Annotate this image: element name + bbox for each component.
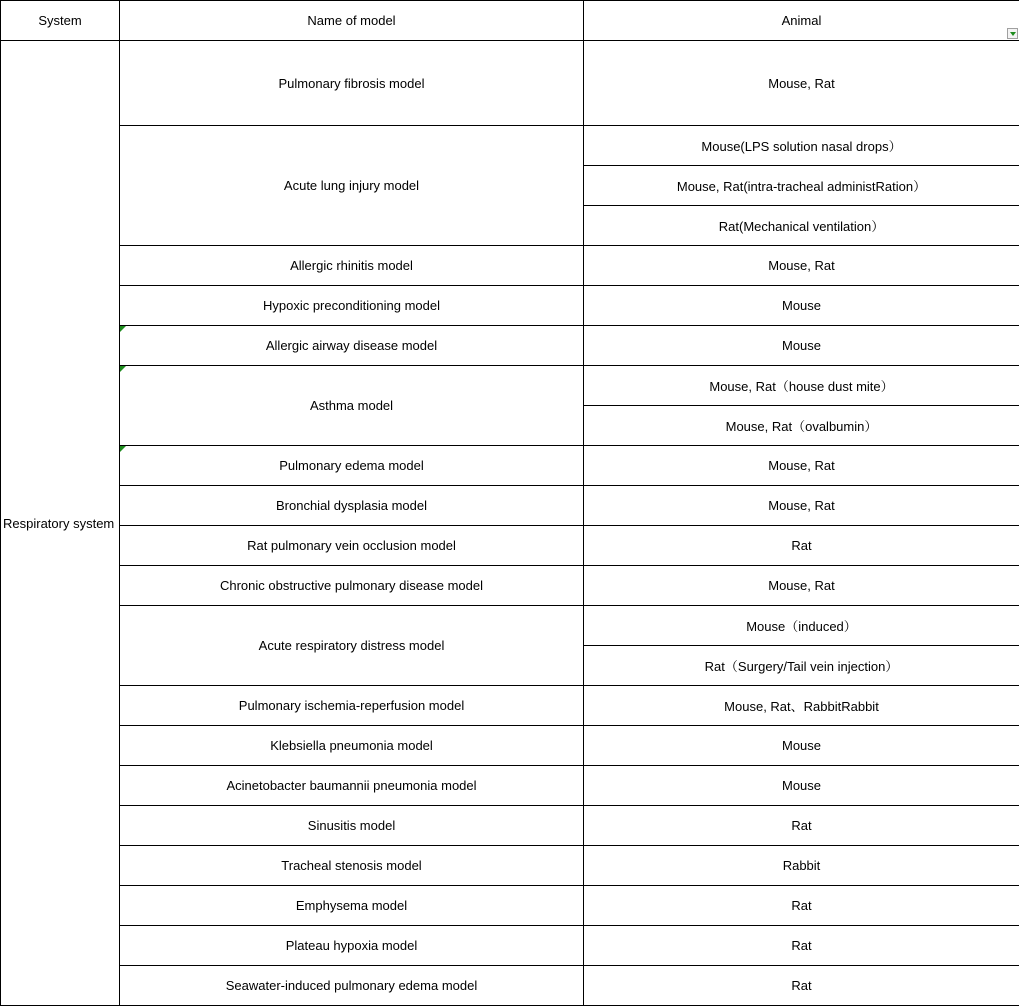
animal-cell[interactable]: Mouse, Rat（house dust mite） bbox=[584, 366, 1019, 406]
animal-cell[interactable]: Mouse bbox=[584, 286, 1019, 326]
animal-cell[interactable]: Mouse, Rat bbox=[584, 486, 1019, 526]
animal-cell[interactable]: Mouse bbox=[584, 326, 1019, 366]
model-cell[interactable]: Plateau hypoxia model bbox=[120, 926, 584, 966]
table-row bbox=[1, 766, 1019, 806]
table-row bbox=[1, 486, 1019, 526]
animal-cell[interactable]: Mouse, Rat bbox=[584, 446, 1019, 486]
table-row bbox=[1, 366, 1019, 406]
model-cell[interactable]: Bronchial dysplasia model bbox=[120, 486, 584, 526]
table-row bbox=[1, 926, 1019, 966]
model-cell[interactable]: Klebsiella pneumonia model bbox=[120, 726, 584, 766]
table-row bbox=[1, 686, 1019, 726]
model-cell[interactable]: Hypoxic preconditioning model bbox=[120, 286, 584, 326]
table-row bbox=[1, 126, 1019, 166]
animal-cell[interactable]: Mouse bbox=[584, 726, 1019, 766]
comment-marker-icon bbox=[120, 326, 126, 332]
system-cell[interactable]: Respiratory system bbox=[1, 41, 120, 1006]
animal-cell[interactable]: Mouse, Rat bbox=[584, 566, 1019, 606]
header-model[interactable]: Name of model bbox=[120, 1, 584, 41]
table-row bbox=[1, 966, 1019, 1006]
table-row bbox=[1, 246, 1019, 286]
model-cell[interactable]: Sinusitis model bbox=[120, 806, 584, 846]
model-cell[interactable] bbox=[120, 446, 584, 486]
model-cell[interactable]: Tracheal stenosis model bbox=[120, 846, 584, 886]
model-cell-label: Pulmonary edema model bbox=[279, 458, 424, 473]
animal-cell[interactable]: Rat bbox=[584, 926, 1019, 966]
table-row bbox=[1, 41, 1019, 126]
model-cell[interactable]: Pulmonary fibrosis model bbox=[120, 41, 584, 126]
comment-marker-icon bbox=[120, 446, 126, 452]
model-cell[interactable]: Seawater-induced pulmonary edema model bbox=[120, 966, 584, 1006]
table-row bbox=[1, 326, 1019, 366]
animal-cell[interactable]: Mouse, Rat bbox=[584, 41, 1019, 126]
model-cell[interactable]: Allergic rhinitis model bbox=[120, 246, 584, 286]
model-cell[interactable]: Acinetobacter baumannii pneumonia model bbox=[120, 766, 584, 806]
animal-cell[interactable]: Mouse bbox=[584, 766, 1019, 806]
animal-cell[interactable]: Rat bbox=[584, 966, 1019, 1006]
header-animal[interactable] bbox=[584, 1, 1019, 41]
model-cell[interactable]: Acute lung injury model bbox=[120, 126, 584, 246]
animal-cell[interactable]: Mouse(LPS solution nasal drops） bbox=[584, 126, 1019, 166]
comment-marker-icon bbox=[120, 366, 126, 372]
table-row bbox=[1, 846, 1019, 886]
animal-cell[interactable]: Mouse, Rat(intra-tracheal administRation） bbox=[584, 166, 1019, 206]
animal-cell[interactable]: Rabbit bbox=[584, 846, 1019, 886]
table-row bbox=[1, 446, 1019, 486]
model-cell[interactable] bbox=[120, 366, 584, 446]
model-cell-label: Allergic airway disease model bbox=[265, 338, 438, 353]
table-row bbox=[1, 606, 1019, 646]
animal-cell[interactable]: Rat（Surgery/Tail vein injection） bbox=[584, 646, 1019, 686]
table-row bbox=[1, 886, 1019, 926]
dropdown-filter-icon[interactable] bbox=[1007, 28, 1018, 39]
model-cell[interactable]: Emphysema model bbox=[120, 886, 584, 926]
model-cell[interactable]: Pulmonary ischemia-reperfusion model bbox=[120, 686, 584, 726]
model-cell[interactable]: Chronic obstructive pulmonary disease model bbox=[120, 566, 584, 606]
model-cell[interactable] bbox=[120, 326, 584, 366]
header-row bbox=[1, 1, 1019, 41]
animal-cell[interactable]: Mouse, Rat bbox=[584, 246, 1019, 286]
animal-cell[interactable]: Rat bbox=[584, 526, 1019, 566]
animal-cell[interactable]: Mouse, Rat（ovalbumin） bbox=[584, 406, 1019, 446]
animal-cell[interactable]: Mouse（induced） bbox=[584, 606, 1019, 646]
table-row bbox=[1, 526, 1019, 566]
table-row bbox=[1, 566, 1019, 606]
animal-cell[interactable]: Rat bbox=[584, 886, 1019, 926]
header-system[interactable]: System bbox=[1, 1, 120, 41]
header-animal-label: Animal bbox=[781, 13, 822, 28]
animal-cell[interactable]: Mouse, Rat、RabbitRabbit bbox=[584, 686, 1019, 726]
table-row bbox=[1, 726, 1019, 766]
table-row bbox=[1, 286, 1019, 326]
animal-cell[interactable]: Rat(Mechanical ventilation） bbox=[584, 206, 1019, 246]
model-cell[interactable]: Rat pulmonary vein occlusion model bbox=[120, 526, 584, 566]
model-cell-label: Asthma model bbox=[309, 398, 394, 413]
model-cell[interactable]: Acute respiratory distress model bbox=[120, 606, 584, 686]
animal-cell[interactable]: Rat bbox=[584, 806, 1019, 846]
table-row bbox=[1, 806, 1019, 846]
